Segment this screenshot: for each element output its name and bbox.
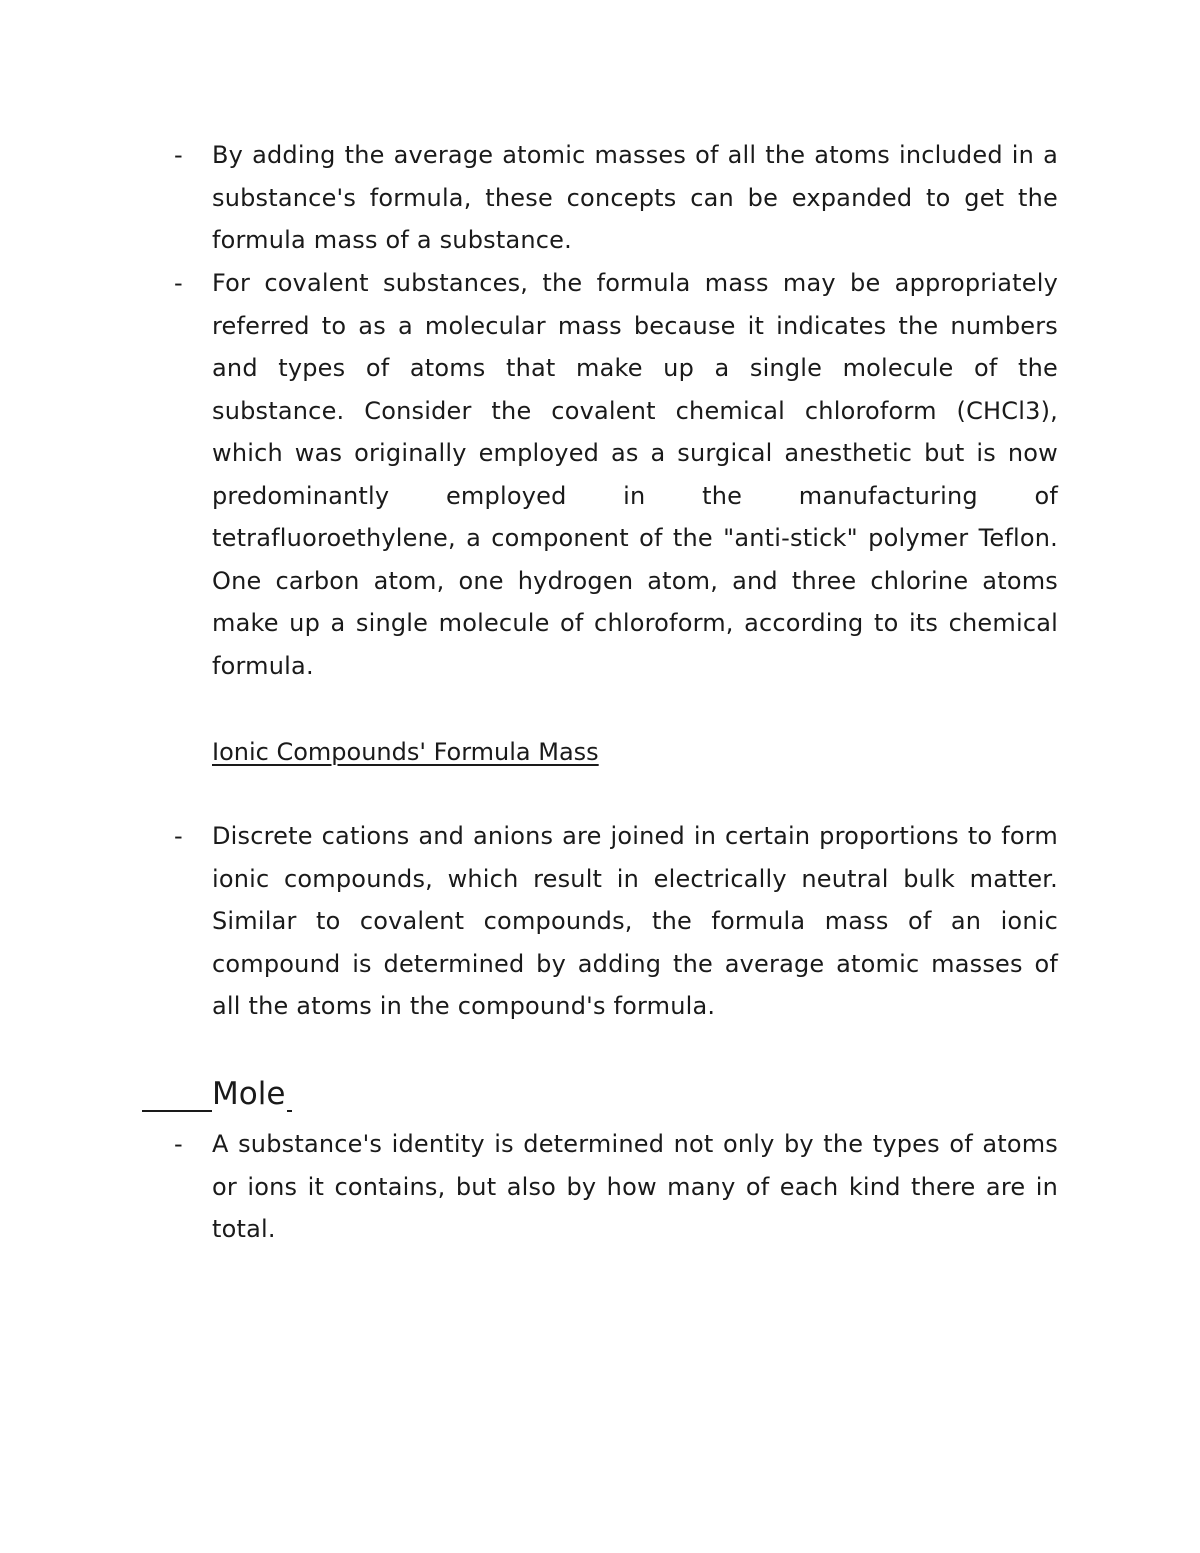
bullet-dash: - <box>174 141 183 169</box>
bullet-text: Discrete cations and anions are joined in certain proportions to form ionic compounds, which result in electrically neutral bulk matter. Similar to covalent compounds, the formula mass of an ionic compound is determined by adding the average atomic masses of all the atoms in the compound's formula. <box>212 822 1058 1020</box>
bullet-text: By adding the average atomic masses of all the atoms included in a substance's formula, these concepts can be expanded to get the formula mass of a substance. <box>212 141 1058 254</box>
section-heading-ionic: Ionic Compounds' Formula Mass <box>212 738 599 766</box>
bullet-dash: - <box>174 822 183 850</box>
list-item <box>174 262 1058 687</box>
list-item <box>174 134 1058 262</box>
bullet-text: A substance's identity is determined not only by the types of atoms or ions it contains, but also by how many of each kind there are in total. <box>212 1130 1058 1243</box>
bullet-text: For covalent substances, the formula mass may be appropriately referred to as a molecular mass because it indicates the numbers and types of atoms that make up a single molecule of the substance. Consider the covalent chemical chloroform (CHCl3), which was originally employed as a surgical anesthetic but is now predominantly employed in the manufacturing of tetrafluoroethylene, a component of the "anti-stick" polymer Teflon. One carbon atom, one hydrogen atom, and three chlorine atoms make up a single molecule of chloroform, according to its chemical formula. <box>212 269 1058 680</box>
bullet-dash: - <box>174 269 183 297</box>
list-item <box>174 815 1058 1028</box>
list-item <box>174 1123 1058 1251</box>
bullet-dash: - <box>174 1130 183 1158</box>
section-heading-mole: Mole <box>212 1076 286 1112</box>
